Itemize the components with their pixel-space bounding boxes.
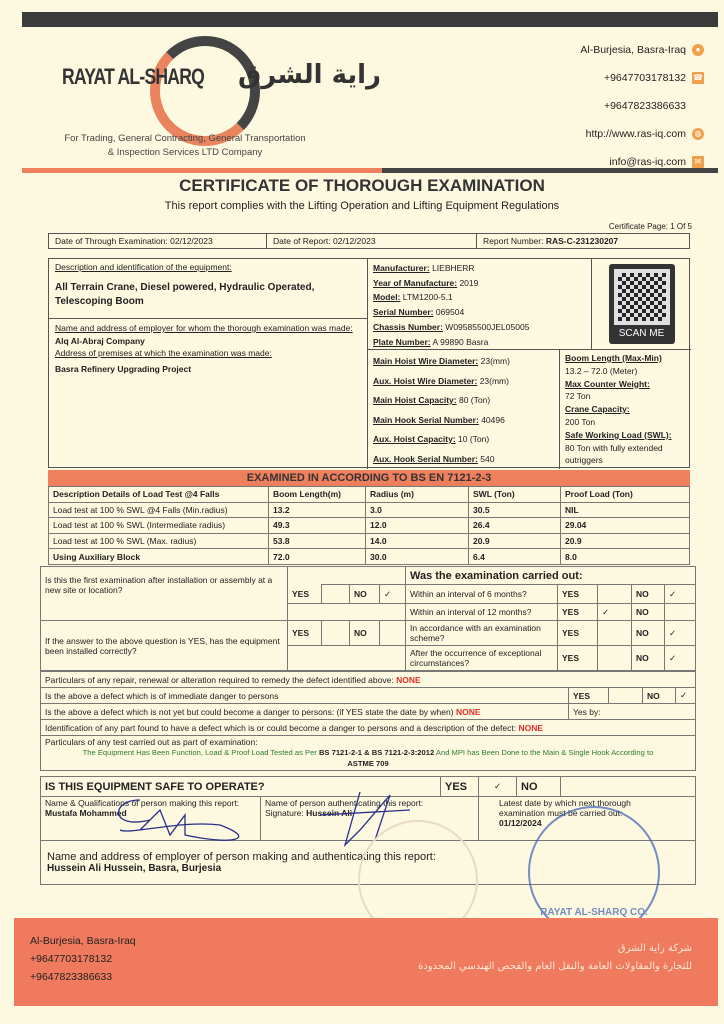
label: Address of premises at which the examination was made: [55,348,272,358]
email-link[interactable]: info@ras-iq.com [609,156,686,168]
spacer [288,604,406,621]
no-checkbox[interactable]: ✓ [380,585,406,604]
table-cell: 6.4 [469,549,561,565]
table-cell: NIL [561,502,690,518]
defects-table [40,671,696,771]
no-label: NO [643,688,676,704]
table-cell: 14.0 [366,533,469,549]
spec-item [373,320,586,335]
spec-label: Main Hoist Wire Diameter: [373,356,479,366]
spec-label: Model: [373,292,401,303]
spec-value: 23(mm) [479,375,509,386]
immediate-danger-question: Is the above a defect which is of immediate danger to persons [41,688,569,704]
spec-label: Plate Number: [373,336,431,347]
yes-checkbox[interactable] [322,621,350,646]
carried-question: Within an interval of 12 months? [406,604,558,621]
phone-icon: ☎ [693,73,703,82]
exam-date [49,234,267,248]
contact-text: +9647823386633 [603,100,686,112]
spec-value: 2019 [459,277,479,288]
tests-row [41,736,696,771]
table-cell: 72.0 [269,549,366,565]
no-label: NO [632,646,665,671]
spec-value: W09585500JEL05005 [445,321,530,332]
label: Description and identification of the equipment: [55,262,232,272]
spacer [41,604,288,621]
footer-phone: +9647703178132 [30,953,113,965]
carried-out-title: Was the examination carried out: [406,567,696,585]
qr-pattern [618,273,666,321]
contact-list [580,36,704,176]
equipment-description [49,259,368,319]
no-label: NO [517,777,561,797]
spec-value: 72 Ton [565,391,591,402]
table-cell: 20.9 [561,533,690,549]
table-cell: Load test at 100 % SWL (Intermediate radius) [49,518,269,534]
carried-question: Within an interval of 6 months? [406,585,558,604]
spec-item [565,429,686,467]
qr-code-badge[interactable] [609,264,675,344]
no-label: NO [632,585,665,604]
value: NONE [396,674,421,685]
spec-value: 540 [480,453,495,464]
header-top-bar [22,12,718,27]
value: Hussein Ali Hussein, Basra, Burjesia [47,863,222,874]
certificate-page-number: Certificate Page: 1 Of 5 [608,222,692,231]
value: Hussein Ali [306,808,353,818]
value: 02/12/2023 [333,236,376,246]
spec-item [373,352,554,372]
yes-checkbox[interactable] [598,621,632,646]
spec-item [373,450,554,470]
spec-label: Crane Capacity: [565,404,630,415]
table-cell: 3.0 [366,502,469,518]
table-cell: Using Auxiliary Block [49,549,269,565]
yes-checkbox[interactable]: ✓ [479,777,517,797]
carried-question: In accordance with an examination scheme? [406,621,558,646]
spec-item [373,372,554,392]
equipment-specs [368,259,591,350]
company-tagline [55,132,315,160]
website-link[interactable]: http://www.ras-iq.com [585,128,686,140]
table-cell: 12.0 [366,518,469,534]
spec-label: Aux. Hoist Capacity: [373,434,456,444]
spec-value: 069504 [435,307,465,318]
stamp-text: RAYAT AL-SHARQ CO. [540,907,648,918]
spec-item [373,261,586,276]
table-cell: 26.4 [469,518,561,534]
yes-label: YES [558,621,598,646]
contact-phone [580,92,704,120]
qr-section[interactable] [591,259,691,350]
table-cell: 30.5 [469,502,561,518]
contact-address [580,36,704,64]
no-checkbox[interactable]: ✓ [665,585,696,604]
qr-code-icon [614,269,670,325]
footer-phone: +9647823386633 [30,971,113,983]
spec-value: LTM1200-5.1 [402,292,453,303]
spec-label: Chassis Number: [373,321,443,332]
examination-questions [40,566,696,671]
column-header: Boom Length(m) [269,487,366,503]
label: Name & Qualifications of person making this report: [45,798,240,808]
tests-text [45,747,691,769]
yes-label: YES [288,621,322,646]
yes-label: YES [558,646,598,671]
yes-label: YES [569,688,609,704]
value: Basra Refinery Upgrading Project [55,363,192,374]
gear-logo-icon [150,36,260,146]
contact-text: +9647703178132 [603,72,686,84]
spec-value: A 99890 Basra [432,336,489,347]
rating-specs [559,350,691,469]
no-label: NO [632,621,665,646]
table-cell: 53.8 [269,533,366,549]
page-title: CERTIFICATE OF THOROUGH EXAMINATION [179,176,545,195]
yes-label: YES [558,604,598,621]
no-label: NO [632,604,665,621]
spec-item [565,352,686,378]
footer-arabic-name: شركة راية الشرق [617,943,692,954]
spec-item [373,391,554,411]
spec-value: 40496 [481,414,505,425]
spec-label: Aux. Hoist Wire Diameter: [373,375,478,386]
yes-checkbox[interactable]: ✓ [598,604,632,621]
value: 02/12/2023 [170,236,213,246]
no-label: NO [350,621,380,646]
label: Name and address of employer for whom the thorough examination was made: [55,323,353,333]
footer-address: Al-Burjesia, Basra-Iraq [30,935,136,947]
footer-arabic-desc: للتجارة والمقاولات العامة والنقل العام والفحص الهندسي المحدودة [418,961,692,972]
carried-question: After the occurrence of exceptional circumstances? [406,646,558,671]
spacer [288,567,406,585]
no-label: NO [350,585,380,604]
column-header: Radius (m) [366,487,469,503]
no-checkbox[interactable] [380,621,406,646]
label: Identification of any part found to have a defect which is or could become a danger to persons and a description of the defect: [45,722,517,733]
spec-item [565,403,686,429]
spec-item [373,335,586,350]
spec-item [373,290,586,305]
date-row [48,233,690,249]
logo-text-arabic: راية الشرق [238,60,382,90]
text: BS 7121-2-1 & BS 7121-2-3:2012 [318,748,435,757]
value: NONE [455,706,481,717]
spec-value: 10 (Ton) [458,434,490,444]
footer-contact [30,932,136,986]
question-first-exam: Is this the first examination after installation or assembly at a new site or location? [41,567,288,604]
spec-label: Year of Manufacture: [373,277,458,288]
label: Is the above a defect which is not yet but could become a danger to persons: (if YES state the date by when) [45,706,454,717]
tagline-line: & Inspection Services LTD Company [107,147,263,158]
label: Date of Report: [273,236,331,246]
value: NONE [518,722,544,733]
repair-row [41,672,696,688]
label: Particulars of any test carried out as part of examination: [45,737,258,747]
safe-question: IS THIS EQUIPMENT SAFE TO OPERATE? [41,777,441,797]
yes-checkbox[interactable] [598,585,632,604]
spec-item [373,411,554,431]
label: Particulars of any repair, renewal or alteration required to remedy the defect identified above: [45,674,394,685]
spec-label: Manufacturer: [373,263,430,273]
contact-text: Al-Burjesia, Basra-Iraq [580,44,686,56]
footer-arabic [418,940,692,976]
spec-label: Safe Working Load (SWL): [565,429,672,440]
text: ASTME 709 [347,759,389,768]
divider-orange [22,168,382,173]
hoist-specs [368,350,559,469]
page-subtitle: This report complies with the Lifting Operation and Lifting Equipment Regulations [164,200,560,212]
spec-value: 200 Ton [565,416,596,427]
column-header: SWL (Ton) [469,487,561,503]
future-danger-row [41,704,569,720]
yes-checkbox[interactable] [609,688,643,704]
logo-text: RAYAT AL-SHARQ [62,64,205,89]
scan-me-label: SCAN ME [618,328,665,339]
footer [14,918,718,1006]
value: Alq Al-Abraj Company [55,335,145,346]
yes-checkbox[interactable] [598,646,632,671]
report-number [477,234,689,248]
spec-label: Max Counter Weight: [565,378,650,389]
column-header: Description Details of Load Test @4 Falls [49,487,269,503]
spec-label: Boom Length (Max-Min) [565,353,662,363]
table-row [49,518,690,534]
value: All Terrain Crane, Diesel powered, Hydraulic Operated, Telescoping Boom [55,282,315,307]
identification-row [41,720,696,736]
yes-by-field[interactable]: Yes by: [569,704,696,720]
contact-website[interactable] [580,120,704,148]
no-checkbox[interactable]: ✓ [676,688,696,704]
table-cell: Load test at 100 % SWL (Max. radius) [49,533,269,549]
no-checkbox[interactable] [665,604,696,621]
employer-section [49,319,368,469]
spacer [288,646,406,671]
table-row [49,533,690,549]
divider-dark [382,168,718,173]
spec-label: Main Hoist Capacity: [373,395,457,405]
spec-value: 80 Ton with fully extended outriggers [565,442,663,466]
spec-item [373,276,586,291]
location-pin-icon: ● [692,44,704,56]
value: RAS-C-231230207 [545,236,619,246]
spec-item [373,305,586,320]
spec-value: 23(mm) [480,356,510,366]
spec-item [565,378,686,404]
spec-label: Serial Number: [373,307,434,318]
equipment-box [48,258,690,468]
table-cell: 29.04 [561,518,690,534]
label: Name of person authenticating this report: [265,798,424,808]
table-cell: 13.2 [269,502,366,518]
globe-icon: ◍ [692,128,704,140]
label: Date of Through Examination: [55,236,168,246]
spec-label: Aux. Hook Serial Number: [373,453,478,464]
label: Latest date by which next thorough examination must be carried out: [499,798,631,818]
table-cell: 30.0 [366,549,469,565]
spec-value: LIEBHERR [432,263,475,273]
report-date [267,234,477,248]
table-cell: 49.3 [269,518,366,534]
table-cell: 20.9 [469,533,561,549]
yes-label: YES [558,585,598,604]
spec-value: 13.2 – 72.0 (Meter) [565,365,638,376]
text: And MPI has Been Done to the Main & Single Hook According to [435,748,654,757]
no-checkbox[interactable]: ✓ [665,621,696,646]
table-cell: Load test at 100 % SWL @4 Falls (Min.radius) [49,502,269,518]
label: Name and address of employer of person making and authenticating this report: [47,851,436,863]
label: Report Number: [483,236,544,246]
contact-phone [580,64,704,92]
value: Mustafa Mohammed [45,808,127,818]
spec-value: 80 (Ton) [458,395,491,405]
question-installed-correctly: If the answer to the above question is YES, has the equipment been installed correctly? [41,621,288,671]
no-checkbox[interactable] [561,777,696,797]
table-header-row [49,487,690,503]
table-row [49,502,690,518]
column-header: Proof Load (Ton) [561,487,690,503]
label: Signature: [265,808,304,818]
yes-label: YES [288,585,322,604]
table-row [49,549,690,565]
mail-icon: ✉ [692,156,704,168]
yes-label: YES [441,777,479,797]
spec-label: Main Hook Serial Number: [373,414,479,425]
load-test-table [48,486,690,565]
tagline-line: For Trading, General Contracting, General Transportation [64,133,306,144]
spec-item [373,430,554,450]
text: The Equipment Has Been Function, Load & Proof Load Tested as Per [82,748,317,757]
table-cell: 8.0 [561,549,690,565]
yes-checkbox[interactable] [322,585,350,604]
standard-banner: EXAMINED IN ACCORDING TO BS EN 7121-2-3 [48,470,690,486]
no-checkbox[interactable]: ✓ [665,646,696,671]
value: 01/12/2024 [499,818,542,828]
